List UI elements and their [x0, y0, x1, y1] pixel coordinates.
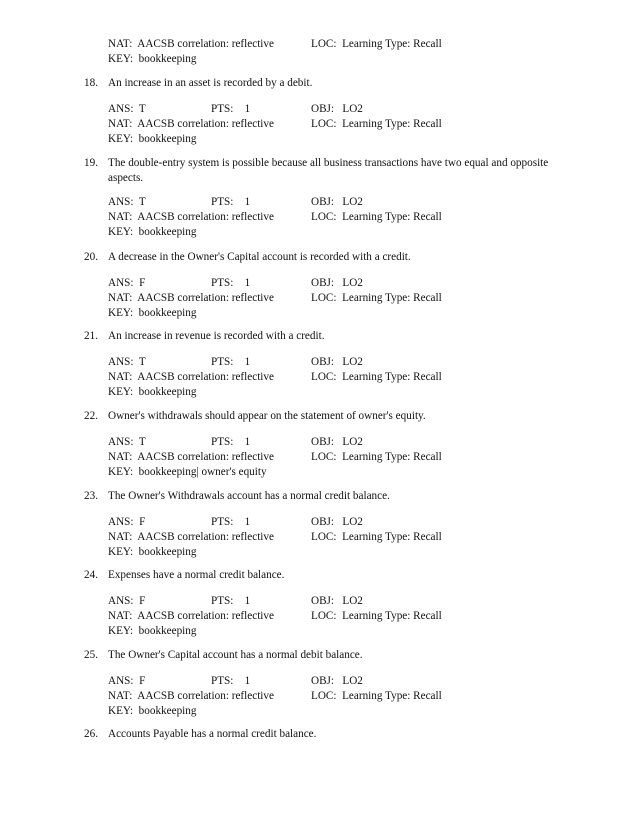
- question-text: Owner's withdrawals should appear on the statement of owner's equity.: [108, 410, 426, 422]
- answer: ANS: F: [108, 277, 146, 289]
- points: PTS: 1: [211, 595, 251, 607]
- question-number: 23.: [84, 490, 98, 502]
- question-text: The Owner's Withdrawals account has a normal credit balance.: [108, 490, 390, 502]
- key: KEY: bookkeeping: [108, 226, 197, 238]
- question-text: An increase in revenue is recorded with a credit.: [108, 330, 325, 342]
- nat: NAT: AACSB correlation: reflective: [108, 292, 274, 304]
- loc: LOC: Learning Type: Recall: [311, 610, 442, 622]
- nat: NAT: AACSB correlation: reflective: [108, 531, 274, 543]
- key: KEY: bookkeeping: [108, 546, 197, 558]
- answer: ANS: T: [108, 103, 146, 115]
- nat: NAT: AACSB correlation: reflective: [108, 451, 274, 463]
- objective: OBJ: LO2: [311, 277, 363, 289]
- points: PTS: 1: [211, 196, 251, 208]
- objective: OBJ: LO2: [311, 675, 363, 687]
- key: KEY: bookkeeping: [108, 307, 197, 319]
- points: PTS: 1: [211, 675, 251, 687]
- loc: LOC: Learning Type: Recall: [311, 292, 442, 304]
- key: KEY: bookkeeping| owner's equity: [108, 466, 267, 478]
- objective: OBJ: LO2: [311, 436, 363, 448]
- question-number: 24.: [84, 569, 98, 581]
- key: KEY: bookkeeping: [108, 386, 197, 398]
- question-text: An increase in an asset is recorded by a debit.: [108, 77, 313, 89]
- top-loc: LOC: Learning Type: Recall: [311, 38, 442, 50]
- answer: ANS: T: [108, 436, 146, 448]
- question-text: Accounts Payable has a normal credit balance.: [108, 728, 317, 740]
- nat: NAT: AACSB correlation: reflective: [108, 690, 274, 702]
- question-text: A decrease in the Owner's Capital account is recorded with a credit.: [108, 251, 411, 263]
- objective: OBJ: LO2: [311, 356, 363, 368]
- answer: ANS: T: [108, 196, 146, 208]
- points: PTS: 1: [211, 356, 251, 368]
- answer: ANS: T: [108, 356, 146, 368]
- nat: NAT: AACSB correlation: reflective: [108, 118, 274, 130]
- key: KEY: bookkeeping: [108, 705, 197, 717]
- answer: ANS: F: [108, 595, 146, 607]
- question-number: 18.: [84, 77, 98, 89]
- nat: NAT: AACSB correlation: reflective: [108, 211, 274, 223]
- question-text: The double-entry system is possible because all business transactions have two equal and opposite aspects.: [108, 157, 549, 184]
- answer: ANS: F: [108, 675, 146, 687]
- key: KEY: bookkeeping: [108, 133, 197, 145]
- answer: ANS: F: [108, 516, 146, 528]
- question-number: 22.: [84, 410, 98, 422]
- question-number: 26.: [84, 728, 98, 740]
- objective: OBJ: LO2: [311, 516, 363, 528]
- key: KEY: bookkeeping: [108, 625, 197, 637]
- objective: OBJ: LO2: [311, 103, 363, 115]
- loc: LOC: Learning Type: Recall: [311, 451, 442, 463]
- nat: NAT: AACSB correlation: reflective: [108, 610, 274, 622]
- top-nat: NAT: AACSB correlation: reflective: [108, 38, 274, 50]
- points: PTS: 1: [211, 277, 251, 289]
- question-number: 19.: [84, 157, 98, 169]
- points: PTS: 1: [211, 516, 251, 528]
- points: PTS: 1: [211, 436, 251, 448]
- question-text: The Owner's Capital account has a normal debit balance.: [108, 649, 363, 661]
- top-key: KEY: bookkeeping: [108, 53, 197, 65]
- objective: OBJ: LO2: [311, 595, 363, 607]
- question-number: 20.: [84, 251, 98, 263]
- question-number: 25.: [84, 649, 98, 661]
- nat: NAT: AACSB correlation: reflective: [108, 371, 274, 383]
- loc: LOC: Learning Type: Recall: [311, 531, 442, 543]
- question-number: 21.: [84, 330, 98, 342]
- objective: OBJ: LO2: [311, 196, 363, 208]
- loc: LOC: Learning Type: Recall: [311, 118, 442, 130]
- loc: LOC: Learning Type: Recall: [311, 371, 442, 383]
- loc: LOC: Learning Type: Recall: [311, 211, 442, 223]
- loc: LOC: Learning Type: Recall: [311, 690, 442, 702]
- question-text: Expenses have a normal credit balance.: [108, 569, 285, 581]
- points: PTS: 1: [211, 103, 251, 115]
